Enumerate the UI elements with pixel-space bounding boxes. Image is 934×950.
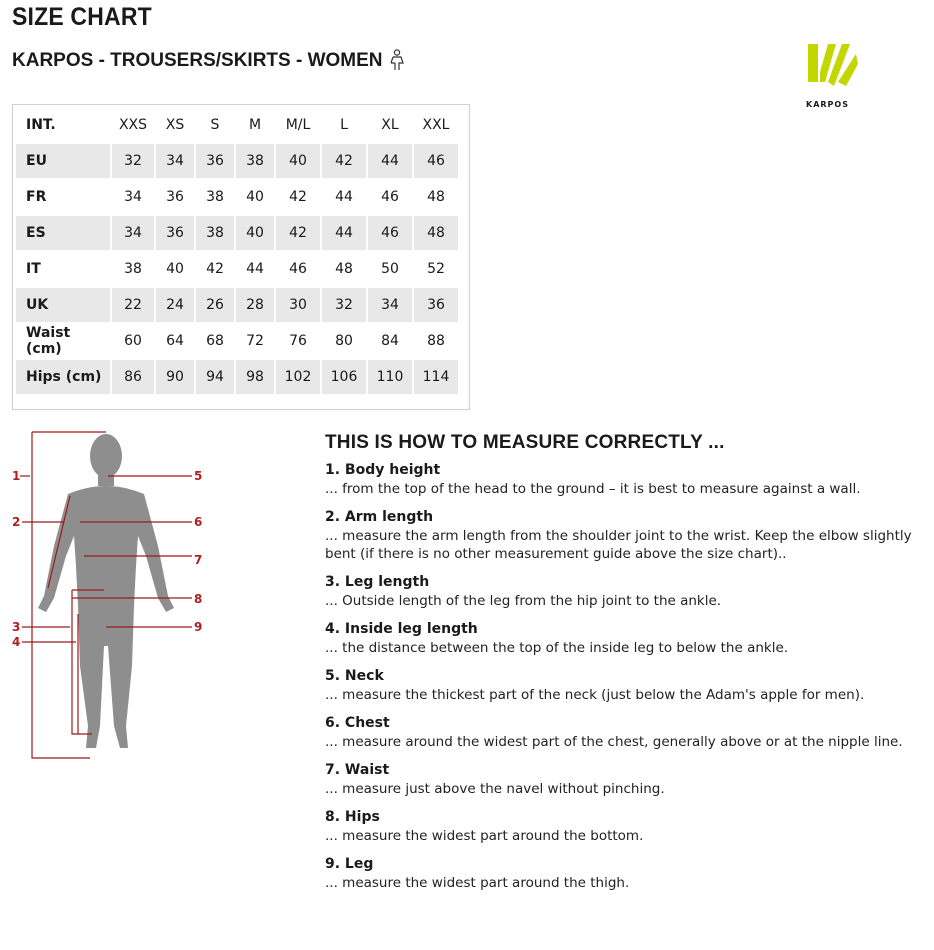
table-cell: 32 [112, 144, 154, 178]
guide-item [325, 666, 930, 704]
table-cell: 106 [322, 360, 366, 394]
row-label: Hips (cm) [16, 360, 110, 394]
table-cell: 40 [276, 144, 320, 178]
guide-item-desc: ... measure the arm length from the shoulder joint to the wrist. Keep the elbow slightly bent (if there is no other measurement guide above the size chart).. [325, 528, 912, 562]
guide-item [325, 760, 930, 798]
table-cell: 110 [368, 360, 412, 394]
table-header-cell: M/L [285, 117, 311, 133]
row-label: ES [16, 216, 110, 250]
table-cell: 60 [124, 333, 142, 349]
table-row [16, 324, 458, 358]
guide-item-label: 9. Leg [325, 856, 374, 872]
table-cell: 42 [276, 216, 320, 250]
table-cell: 48 [335, 261, 353, 277]
label-3: 3 [12, 620, 21, 634]
page-title: SIZE CHART [12, 3, 152, 31]
table-cell: 34 [124, 189, 142, 205]
table-cell: 38 [124, 261, 142, 277]
guide-item [325, 507, 930, 563]
row-label: FR [26, 189, 47, 205]
table-cell: 34 [368, 288, 412, 322]
table-cell: 34 [112, 216, 154, 250]
guide-item-desc: ... from the top of the head to the ground – it is best to measure against a wall. [325, 481, 861, 497]
subtitle-text: KARPOS - TROUSERS/SKIRTS - WOMEN [12, 50, 383, 71]
label-1: 1 [12, 469, 21, 483]
label-4: 4 [12, 635, 21, 649]
table-cell: 68 [206, 333, 224, 349]
measurement-guide [325, 432, 930, 901]
guide-heading: THIS IS HOW TO MEASURE CORRECTLY ... [325, 432, 725, 453]
table-cell: 90 [156, 360, 194, 394]
table-cell: 36 [156, 216, 194, 250]
karpos-logo-mark [806, 42, 858, 94]
table-cell: 36 [166, 189, 184, 205]
table-header-row [16, 108, 458, 142]
table-cell: 44 [335, 189, 353, 205]
table-cell: 46 [414, 144, 458, 178]
label-8: 8 [194, 592, 203, 606]
table-header-cell: L [340, 117, 348, 133]
guide-item-label: 7. Waist [325, 762, 390, 778]
table-cell: 22 [112, 288, 154, 322]
table-cell: 24 [156, 288, 194, 322]
guide-item-desc: ... measure just above the navel without pinching. [325, 781, 665, 797]
table-header-cell: INT. [26, 117, 56, 133]
table-cell: 46 [289, 261, 307, 277]
guide-item-desc: ... Outside length of the leg from the hip joint to the ankle. [325, 593, 722, 609]
table-row [16, 360, 458, 394]
guide-item [325, 572, 930, 610]
table-cell: 36 [196, 144, 234, 178]
table-row [16, 180, 458, 214]
body-silhouette [38, 434, 174, 748]
table-cell: 28 [236, 288, 274, 322]
table-cell: 44 [322, 216, 366, 250]
table-cell: 76 [289, 333, 307, 349]
table-cell: 42 [289, 189, 307, 205]
table-cell: 38 [236, 144, 274, 178]
table-cell: 46 [381, 189, 399, 205]
table-cell: 88 [427, 333, 445, 349]
table-header-cell: S [210, 117, 220, 133]
table-cell: 44 [368, 144, 412, 178]
table-header-cell: XXS [118, 117, 148, 133]
product-subtitle [12, 50, 405, 72]
guide-item-label: 8. Hips [325, 809, 380, 825]
row-label: IT [26, 261, 41, 277]
table-cell: 50 [381, 261, 399, 277]
guide-item [325, 854, 930, 892]
guide-item-label: 3. Leg length [325, 574, 430, 590]
table-cell: 94 [196, 360, 234, 394]
guide-item-desc: ... the distance between the top of the inside leg to below the ankle. [325, 640, 789, 656]
table-row [16, 144, 458, 178]
table-cell: 42 [206, 261, 224, 277]
table-header-cell: XL [381, 117, 399, 133]
table-header-cell: XS [165, 117, 185, 133]
table-row [16, 252, 458, 286]
table-cell: 72 [246, 333, 264, 349]
table-cell: 38 [206, 189, 224, 205]
guide-item-desc: ... measure around the widest part of the chest, generally above or at the nipple line. [325, 734, 903, 750]
table-cell: 30 [276, 288, 320, 322]
table-cell: 84 [381, 333, 399, 349]
table-cell: 40 [236, 216, 274, 250]
guide-item-label: 1. Body height [325, 462, 441, 478]
table-cell: 98 [236, 360, 274, 394]
row-label: Waist (cm) [26, 325, 71, 357]
table-header-cell: XXL [422, 117, 450, 133]
table-cell: 44 [246, 261, 264, 277]
table-row [16, 288, 458, 322]
label-5: 5 [194, 469, 203, 483]
table-cell: 64 [166, 333, 184, 349]
karpos-logo [806, 42, 862, 109]
table-cell: 38 [196, 216, 234, 250]
table-cell: 40 [246, 189, 264, 205]
table-row [16, 216, 458, 250]
label-9: 9 [194, 620, 203, 634]
guide-item [325, 713, 930, 751]
body-measurement-figure [8, 426, 218, 766]
guide-item-desc: ... measure the thickest part of the neck (just below the Adam's apple for men). [325, 687, 865, 703]
logo-wordmark: KARPOS [806, 100, 849, 109]
guide-item [325, 619, 930, 657]
table-cell: 36 [414, 288, 458, 322]
table-cell: 46 [368, 216, 412, 250]
size-table [12, 104, 470, 410]
label-7: 7 [194, 553, 203, 567]
guide-item-label: 4. Inside leg length [325, 621, 478, 637]
table-cell: 34 [156, 144, 194, 178]
guide-item-label: 2. Arm length [325, 509, 434, 525]
guide-item [325, 807, 930, 845]
guide-item-desc: ... measure the widest part around the bottom. [325, 828, 644, 844]
label-6: 6 [194, 515, 203, 529]
table-header-cell: M [248, 117, 262, 133]
label-2: 2 [12, 515, 21, 529]
woman-icon [389, 49, 405, 71]
table-cell: 80 [335, 333, 353, 349]
guide-item-label: 6. Chest [325, 715, 390, 731]
table-cell: 26 [196, 288, 234, 322]
table-cell: 102 [276, 360, 320, 394]
table-cell: 32 [322, 288, 366, 322]
table-cell: 48 [414, 216, 458, 250]
table-cell: 114 [414, 360, 458, 394]
row-label: UK [16, 288, 110, 322]
table-cell: 42 [322, 144, 366, 178]
table-cell: 52 [427, 261, 445, 277]
table-cell: 48 [427, 189, 445, 205]
guide-item-label: 5. Neck [325, 668, 384, 684]
table-cell: 86 [112, 360, 154, 394]
guide-item-desc: ... measure the widest part around the thigh. [325, 875, 630, 891]
row-label: EU [16, 144, 110, 178]
table-cell: 40 [166, 261, 184, 277]
guide-item [325, 460, 930, 498]
